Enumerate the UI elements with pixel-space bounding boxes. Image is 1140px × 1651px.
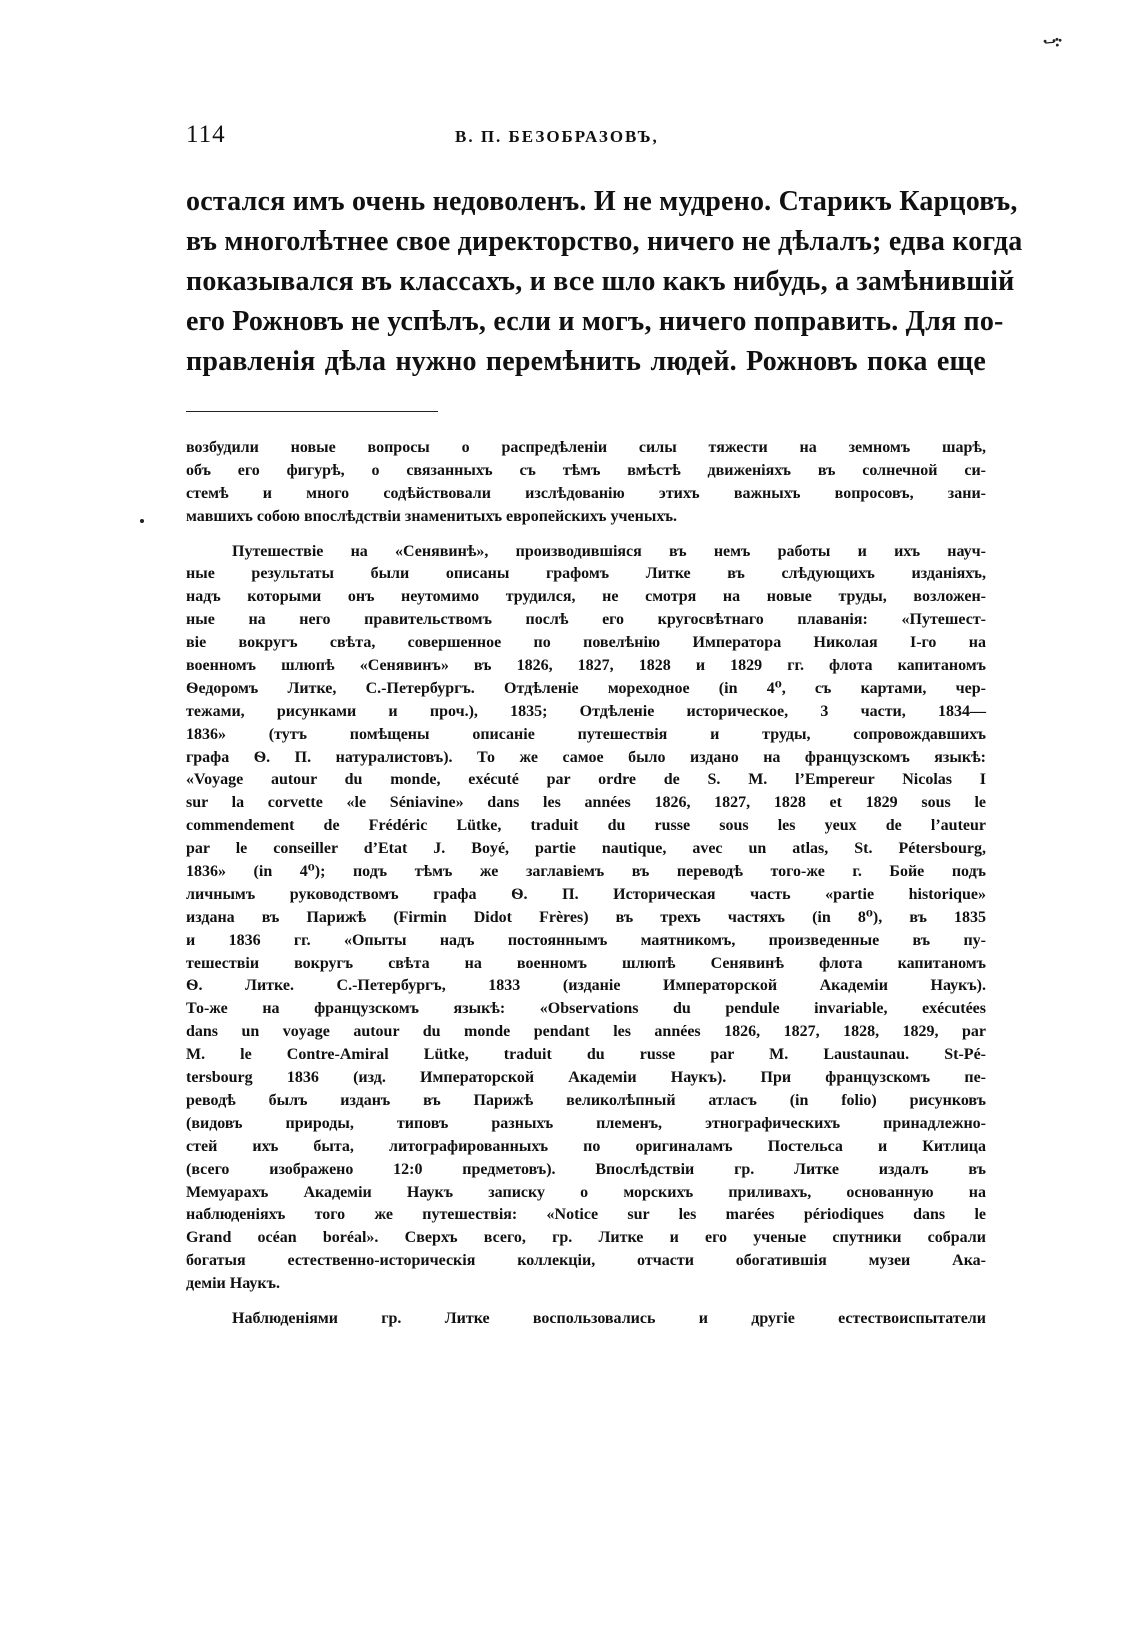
footnote-line: Ѳедоромъ Литке, С.-Петербургъ. Отдѣленіе мореходное (in 4⁰, съ картами, чер- (186, 679, 986, 697)
footnote-line: тежами, рисунками и проч.), 1835; Отдѣленіе историческое, 3 части, 1834— (186, 702, 986, 720)
footnote-line: стемѣ и много содѣйствовали изслѣдованію этихъ важныхъ вопросовъ, зани- (186, 484, 986, 502)
footnote-separator (186, 411, 438, 412)
footnote-line: sur la corvette «le Séniavine» dans les années 1826, 1827, 1828 et 1829 sous le (186, 794, 986, 812)
main-text (186, 182, 1023, 382)
footnote-line: ные на него правительствомъ послѣ его кругосвѣтнаго плаванія: «Путешест- (186, 611, 986, 629)
footnote-line: ные результаты были описаны графомъ Литке въ слѣдующихъ изданіяхъ, (186, 565, 986, 583)
footnote-line: M. le Contre-Amiral Lütke, traduit du russe par M. Laustaunau. St-Pé- (186, 1046, 986, 1064)
main-text-line: его Рожновъ не успѣлъ, если и могъ, ничего поправить. Для по- (186, 306, 1004, 337)
footnote-line: 1836» (тутъ помѣщены описаніе путешествія и труды, сопровождавшихъ (186, 725, 986, 743)
footnote-line: То-же на французскомъ языкѣ: «Observations du pendule invariable, exécutées (186, 1000, 986, 1018)
footnote-line: графа Ѳ. П. натуралистовъ). То же самое было издано на французскомъ языкѣ: (186, 748, 986, 766)
footnote-line: реводѣ былъ изданъ въ Парижѣ великолѣпный атласъ (in folio) рисунковъ (186, 1091, 986, 1109)
footnote-line: наблюденіяхъ того же путешествія: «Notice sur les marées périodiques dans le (186, 1206, 986, 1224)
footnote (186, 437, 986, 1331)
footnote-line: (всего изображено 12:0 предметовъ). Впослѣдствіи гр. Литке издалъ въ (186, 1160, 986, 1178)
main-text-line: остался имъ очень недоволенъ. И не мудрено. Старикъ Карцовъ, (186, 186, 1018, 217)
footnote-line: и 1836 гг. «Опыты надъ постояннымъ маятникомъ, произведенные въ пу- (186, 931, 986, 949)
footnote-line: Grand océan boréal». Сверхъ всего, гр. Литке и его ученые спутники собрали (186, 1229, 986, 1247)
footnote-line: Путешествіе на «Сенявинѣ», производившіяся въ немъ работы и ихъ науч- (232, 542, 986, 560)
running-head: В. П. БЕЗОБРАЗОВЪ, (455, 127, 659, 146)
main-text-line: показывался въ классахъ, и все шло какъ нибудь, а замѣнившій (186, 266, 1015, 297)
scan-speck: ·–·:· (1041, 30, 1061, 52)
footnote-line: стей ихъ быта, литографированныхъ по оригиналамъ Постельса и Китлица (186, 1137, 986, 1155)
footnote-line: объ его фигурѣ, о связанныхъ съ тѣмъ вмѣстѣ движеніяхъ въ солнечной си- (186, 461, 986, 479)
footnote-line: военномъ шлюпѣ «Сенявинъ» въ 1826, 1827, 1828 и 1829 гг. флота капитаномъ (186, 657, 986, 675)
footnote-line: Мемуарахъ Академіи Наукъ записку о морскихъ приливахъ, основанную на (186, 1183, 986, 1201)
footnote-line: commendement de Frédéric Lütke, traduit du russe sous les yeux de l’auteur (186, 817, 986, 835)
main-text-line: въ многолѣтнее свое директорство, ничего не дѣлалъ; едва когда (186, 226, 1023, 257)
main-text-line: правленія дѣла нужно перемѣнить людей. Рожновъ пока еще (186, 346, 986, 377)
footnote-line: tersbourg 1836 (изд. Императорской Академіи Наукъ). При французскомъ пе- (186, 1069, 986, 1087)
footnote-line: издана въ Парижѣ (Firmin Didot Frères) въ трехъ частяхъ (in 8⁰), въ 1835 (186, 908, 986, 926)
footnote-line: dans un voyage autour du monde pendant les années 1826, 1827, 1828, 1829, par (186, 1023, 986, 1041)
footnote-line: личнымъ руководствомъ графа Ѳ. П. Историческая часть «partie historique» (186, 885, 986, 903)
footnote-line: богатыя естественно-историческія коллекціи, отчасти обогатившія музеи Ака- (186, 1252, 986, 1270)
footnote-line: (видовъ природы, типовъ разныхъ племенъ, этнографическихъ принадлежно- (186, 1114, 986, 1132)
footnote-line: віе вокругъ свѣта, совершенное по повелѣнію Императора Николая I-го на (186, 634, 986, 652)
footnote-line: Наблюденіями гр. Литке воспользовались и другіе естествоиспытатели (232, 1309, 986, 1327)
footnote-line: тешествіи вокругъ свѣта на военномъ шлюпѣ Сенявинѣ флота капитаномъ (186, 954, 986, 972)
footnote-line: 1836» (in 4⁰); подъ тѣмъ же заглавіемъ въ переводѣ того-же г. Бойе подъ (186, 863, 986, 881)
footnote-line: par le conseiller d’Etat J. Boyé, partie nautique, avec un atlas, St. Pétersbourg, (186, 840, 986, 858)
footnote-line: мавшихъ собою впослѣдствіи знаменитыхъ европейскихъ ученыхъ. (186, 507, 678, 525)
footnote-line: Ѳ. Литке. С.-Петербургъ, 1833 (изданіе Императорской Академіи Наукъ). (186, 977, 986, 995)
footnote-line: надъ которыми онъ неутомимо трудился, не смотря на новые труды, возложен- (186, 588, 986, 606)
footnote-line: возбудили новые вопросы о распредѣленіи силы тяжести на земномъ шарѣ, (186, 439, 986, 456)
margin-mark (140, 519, 144, 523)
page-number: 114 (186, 121, 226, 148)
footnote-line: деміи Наукъ. (186, 1275, 280, 1293)
footnote-line: «Voyage autour du monde, exécuté par ordre de S. M. l’Empereur Nicolas I (186, 771, 986, 789)
